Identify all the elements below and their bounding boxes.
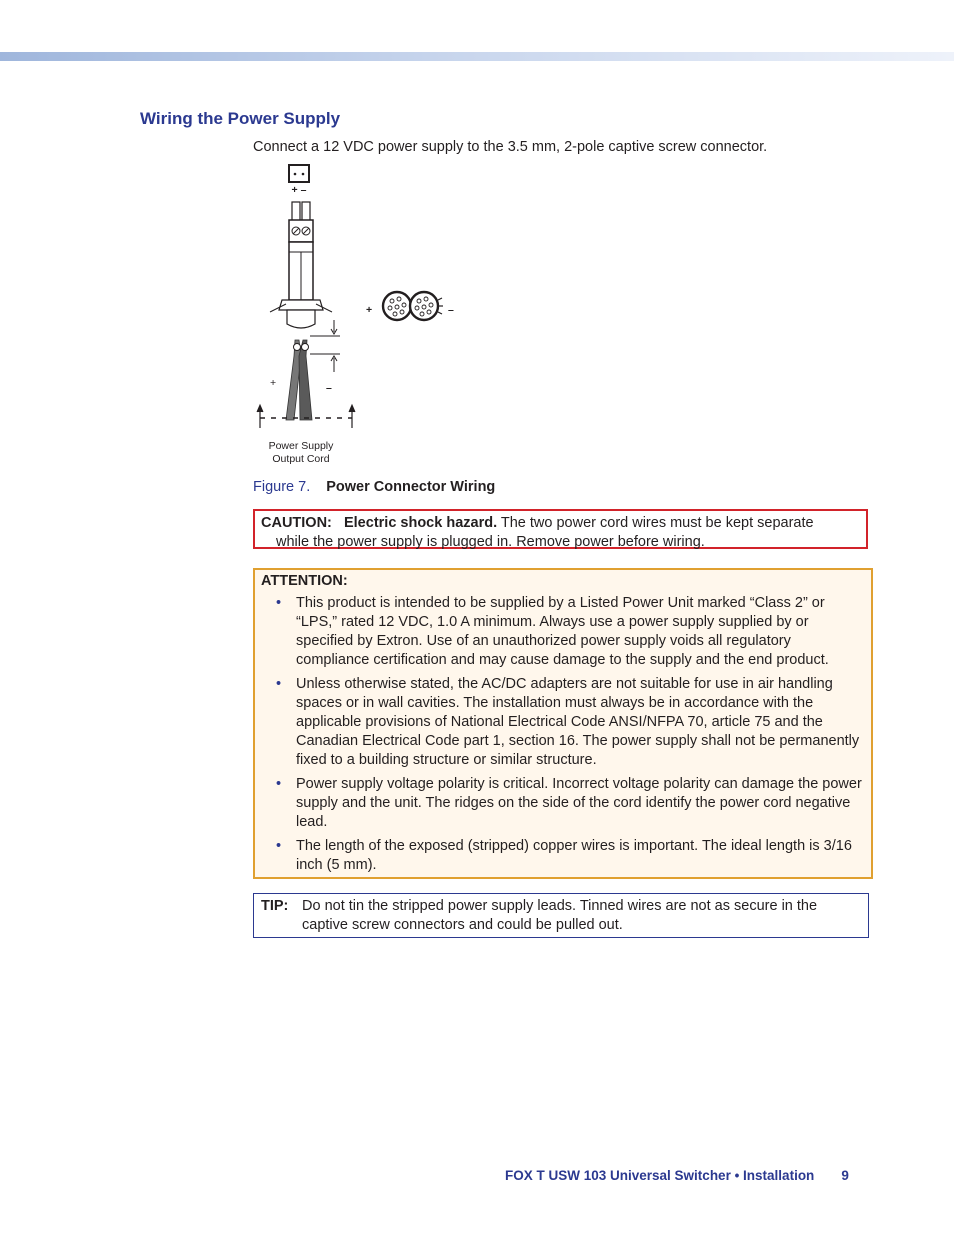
caution-box <box>253 509 868 549</box>
tip-text: Do not tin the stripped power supply leads. Tinned wires are not as secure in the captive screw connectors and could be pulled out. <box>302 898 818 933</box>
bullet-icon: • <box>276 838 282 854</box>
list-item-text: Power supply voltage polarity is critical. Incorrect voltage polarity can damage the power supply and the unit. The ridges on the side of the cord identify the power cord negative lead. <box>296 776 862 830</box>
cord-cross-section <box>366 292 454 320</box>
cord-plus-sign: + <box>270 377 277 389</box>
caution-text-line1: The two power cord wires must be kept separate <box>497 515 814 531</box>
section-minus-sign: – <box>448 304 454 316</box>
header-band <box>0 52 954 61</box>
attention-label: ATTENTION: <box>261 573 348 589</box>
caution-text-line2: while the power supply is plugged in. Remove power before wiring. <box>276 534 705 550</box>
footer-title: FOX T USW 103 Universal Switcher • Installation <box>505 1168 815 1183</box>
captive-screw-plug <box>270 202 332 328</box>
tip-label: TIP: <box>261 898 289 914</box>
list-item <box>261 837 865 875</box>
section-plus-sign: + <box>366 304 373 316</box>
strip-length-indicator <box>310 320 340 372</box>
section-heading: Wiring the Power Supply <box>140 109 341 128</box>
list-item-text: The length of the exposed (stripped) copper wires is important. The ideal length is 3/16 inch (5 mm). <box>296 838 852 873</box>
cord-label-line1: Power Supply <box>268 440 334 452</box>
bullet-icon: • <box>276 595 282 611</box>
power-cord <box>257 340 355 465</box>
list-item-text: This product is intended to be supplied by a Listed Power Unit marked “Class 2” or “LPS,” rated 12 VDC, 1.0 A minimum. Always use a power supply supplied by or specified by Extron. Use of an unauthorized power supply voids all regulatory compliance certification and may cause damage to the supply and the end product. <box>296 595 829 668</box>
list-item <box>261 775 865 832</box>
caution-label: CAUTION: <box>261 515 332 531</box>
intro-text: Connect a 12 VDC power supply to the 3.5 mm, 2-pole captive screw connector. <box>253 139 768 155</box>
tip-box <box>253 893 869 938</box>
cord-minus-sign: – <box>326 382 332 394</box>
attention-list <box>261 594 865 875</box>
page-number: 9 <box>841 1168 849 1183</box>
bullet-icon: • <box>276 676 282 692</box>
page-footer <box>505 1168 849 1183</box>
figure-caption <box>253 479 495 495</box>
power-connector-diagram <box>252 160 472 470</box>
list-item <box>261 675 865 770</box>
connector-polarity-label: + – <box>291 184 307 196</box>
list-item <box>261 594 865 670</box>
figure-number: Figure 7. <box>253 479 311 495</box>
attention-box <box>253 568 873 879</box>
cord-label-line2: Output Cord <box>272 453 330 465</box>
caution-emphasis: Electric shock hazard. <box>343 515 498 531</box>
figure-title: Power Connector Wiring <box>326 479 496 495</box>
bullet-icon: • <box>276 776 282 792</box>
list-item-text: Unless otherwise stated, the AC/DC adapters are not suitable for use in air handling spaces or in wall cavities. The installation must always be in accordance with the applicable provisions of National Electrical Code ANSI/NFPA 70, article 75 and the Canadian Electrical Code part 1, section 16. The power supply shall not be permanently fixed to a building structure or similar structure. <box>296 676 860 768</box>
panel-connector-icon <box>289 165 309 196</box>
